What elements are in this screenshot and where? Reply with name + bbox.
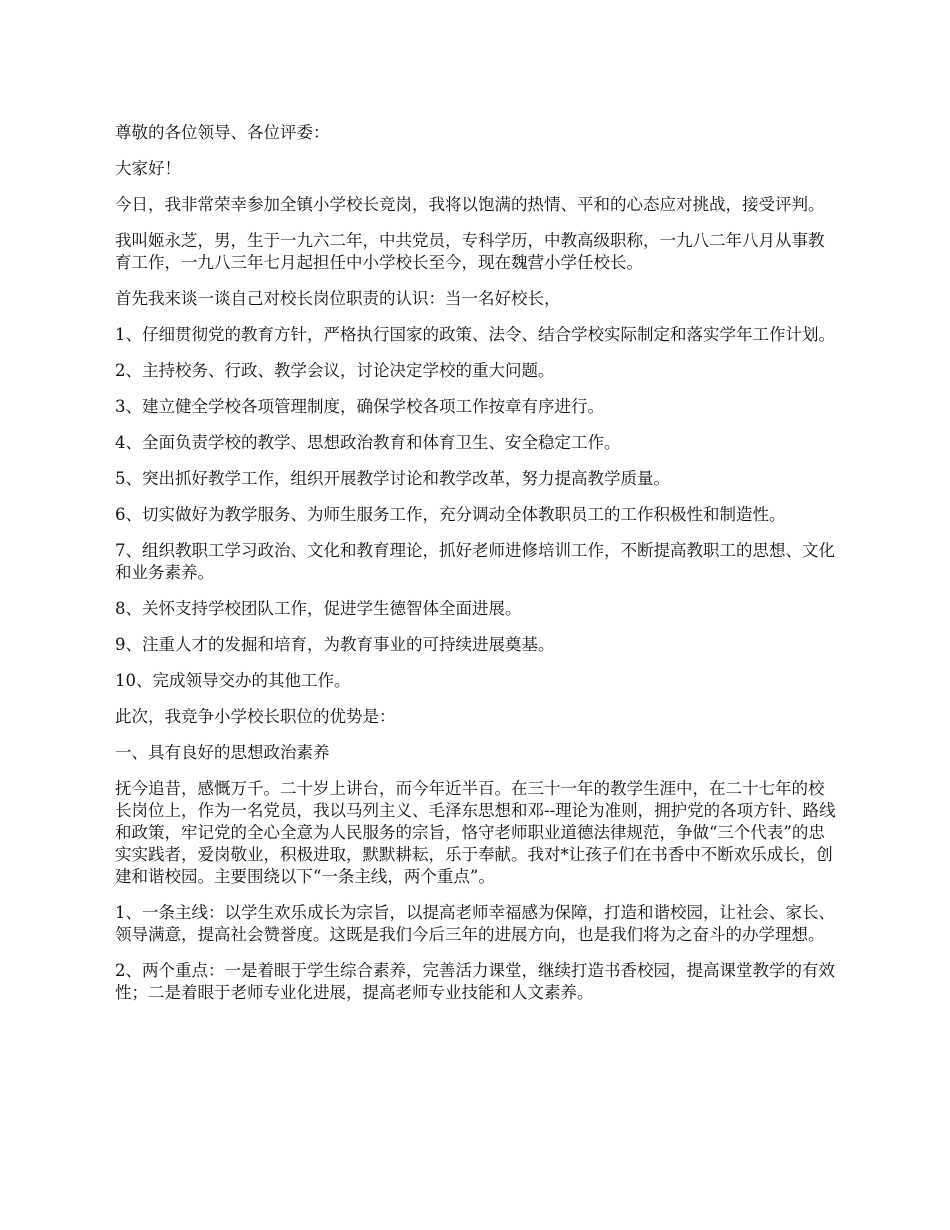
point-two-focuses: 2、两个重点：一是着眼于学生综合素养，完善活力课堂，继续打造书香校园，提高课堂教学的有效性；二是着眼于老师专业化进展，提高老师专业技能和人文素养。 <box>115 961 835 1002</box>
document-body <box>115 122 839 1018</box>
duty-item-6: 6、切实做好为教学服务、为师生服务工作，充分调动全体教职员工的工作积极性和制造性。 <box>115 505 786 524</box>
salutation: 尊敬的各位领导、各位评委： <box>115 123 330 142</box>
duty-item-10: 10、完成领导交办的其他工作。 <box>115 671 351 690</box>
duty-item-9: 9、注重人才的发掘和培育，为教育事业的可持续进展奠基。 <box>115 635 555 654</box>
point-main-line: 1、一条主线：以学生欢乐成长为宗旨，以提高老师幸福感为保障，打造和谐校园，让社会、家长、领导满意，提高社会赞誉度。这既是我们今后三年的进展方向，也是我们将为之奋斗的办学理想。 <box>115 903 835 944</box>
duty-item-3: 3、建立健全学校各项管理制度，确保学校各项工作按章有序进行。 <box>115 397 604 416</box>
duty-item-4: 4、全面负责学校的教学、思想政治教育和体育卫生、安全稳定工作。 <box>115 433 621 452</box>
paragraph-self-introduction: 我叫姬永芝，男，生于一九六二年，中共党员，专科学历，中教高级职称，一九八二年八月从事教育工作，一九八三年七月起担任中小学校长至今，现在魏营小学任校长。 <box>115 231 825 272</box>
duty-item-1: 1、仔细贯彻党的教育方针，严格执行国家的政策、法令、结合学校实际制定和落实学年工作计划。 <box>115 325 835 344</box>
greeting: 大家好！ <box>115 159 181 178</box>
paragraph-opening: 今日，我非常荣幸参加全镇小学校长竞岗，我将以饱满的热情、平和的心态应对挑战，接受评判。 <box>115 195 825 214</box>
duty-item-5: 5、突出抓好教学工作，组织开展教学讨论和教学改革，努力提高教学质量。 <box>115 469 670 488</box>
duty-item-7: 7、组织教职工学习政治、文化和教育理论，抓好老师进修培训工作，不断提高教职工的思想、文化和业务素养。 <box>115 541 835 582</box>
section-heading-1: 一、具有良好的思想政治素养 <box>115 743 330 762</box>
paragraph-advantages-intro: 此次，我竞争小学校长职位的优势是： <box>115 707 396 726</box>
duty-item-2: 2、主持校务、行政、教学会议，讨论决定学校的重大问题。 <box>115 361 555 380</box>
duty-item-8: 8、关怀支持学校团队工作，促进学生德智体全面进展。 <box>115 599 522 618</box>
paragraph-duties-intro: 首先我来谈一谈自己对校长岗位职责的认识：当一名好校长， <box>115 289 561 308</box>
paragraph-political-quality: 抚今追昔，感慨万千。二十岁上讲台，而今年近半百。在三十一年的教学生涯中，在二十七年的校长岗位上，作为一名党员，我以马列主义、毛泽东思想和邓--理论为准则，拥护党的各项方针、路线和政策，牢记党的全心全意为人民服务的宗旨，恪守老师职业道德法律规范，争做“三个代表”的忠实实践者，爱岗敬业，积极进取，默默耕耘，乐于奉献。我对*让孩子们在书香中不断欢乐成长，创建和谐校园。主要围绕以下“一条主线，两个重点”。 <box>115 779 836 886</box>
